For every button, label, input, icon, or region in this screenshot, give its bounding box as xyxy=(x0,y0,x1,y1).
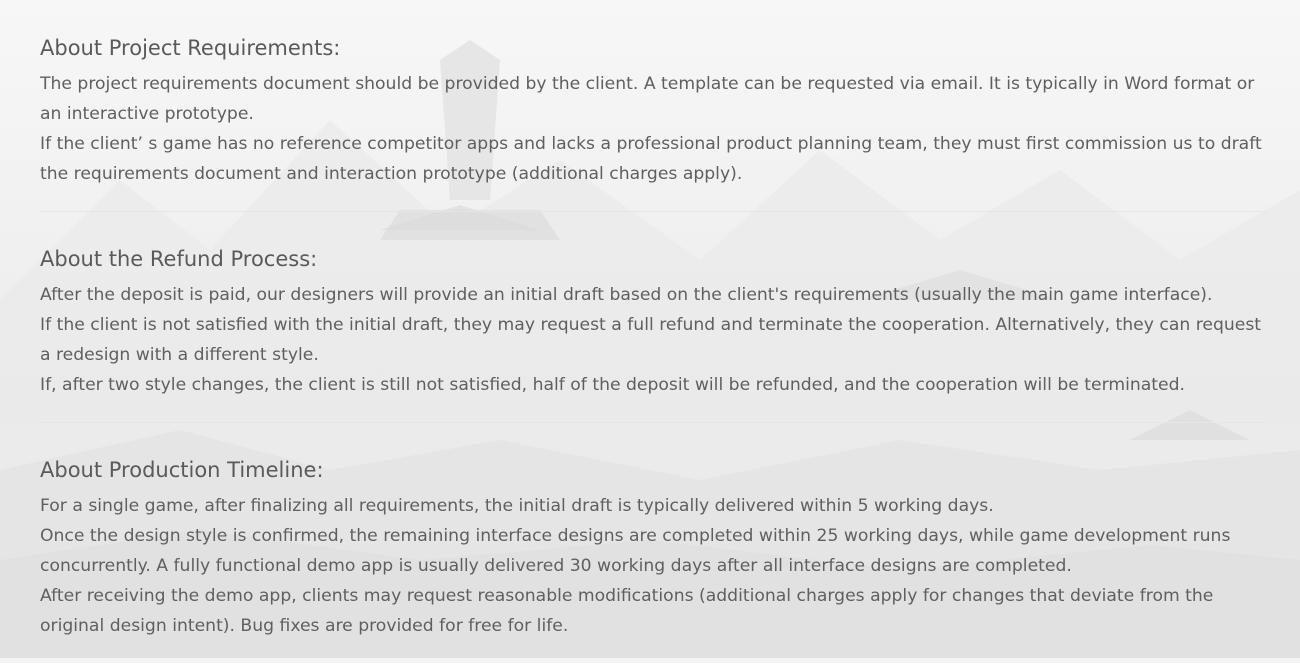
section-paragraph: If, after two style changes, the client is still not satisfied, half of the deposit will be refunded, and the cooperation will be terminated. xyxy=(40,375,1185,395)
section-title: About Project Requirements: xyxy=(40,36,341,60)
refund-process-section xyxy=(40,212,1266,423)
section-title: About Production Timeline: xyxy=(40,458,324,482)
section-title: About the Refund Process: xyxy=(40,247,318,271)
project-requirements-section xyxy=(40,0,1266,212)
section-paragraph: If the client is not satisfied with the initial draft, they may request a full refund and terminate the cooperation. Alternatively, they can request a redesign with a different style. xyxy=(40,315,1262,365)
section-paragraph: If the client’ s game has no reference competitor apps and lacks a professional product planning team, they must first commission us to draft the requirements document and interaction prototype (additional charges apply). xyxy=(40,134,1262,184)
production-timeline-section xyxy=(40,423,1266,663)
section-paragraph: After the deposit is paid, our designers will provide an initial draft based on the client's requirements (usually the main game interface). xyxy=(40,285,1213,305)
section-paragraph: Once the design style is confirmed, the remaining interface designs are completed within 25 working days, while game development runs concurrently. A fully functional demo app is usually delivered 30 working days after all interface designs are completed. xyxy=(40,526,1231,576)
section-paragraph: After receiving the demo app, clients may request reasonable modifications (additional charges apply for changes that deviate from the original design intent). Bug fixes are provided for free for life. xyxy=(40,586,1214,636)
section-paragraph: For a single game, after finalizing all requirements, the initial draft is typically delivered within 5 working days. xyxy=(40,496,994,516)
section-paragraph: The project requirements document should be provided by the client. A template can be requested via email. It is typically in Word format or an interactive prototype. xyxy=(40,74,1255,124)
